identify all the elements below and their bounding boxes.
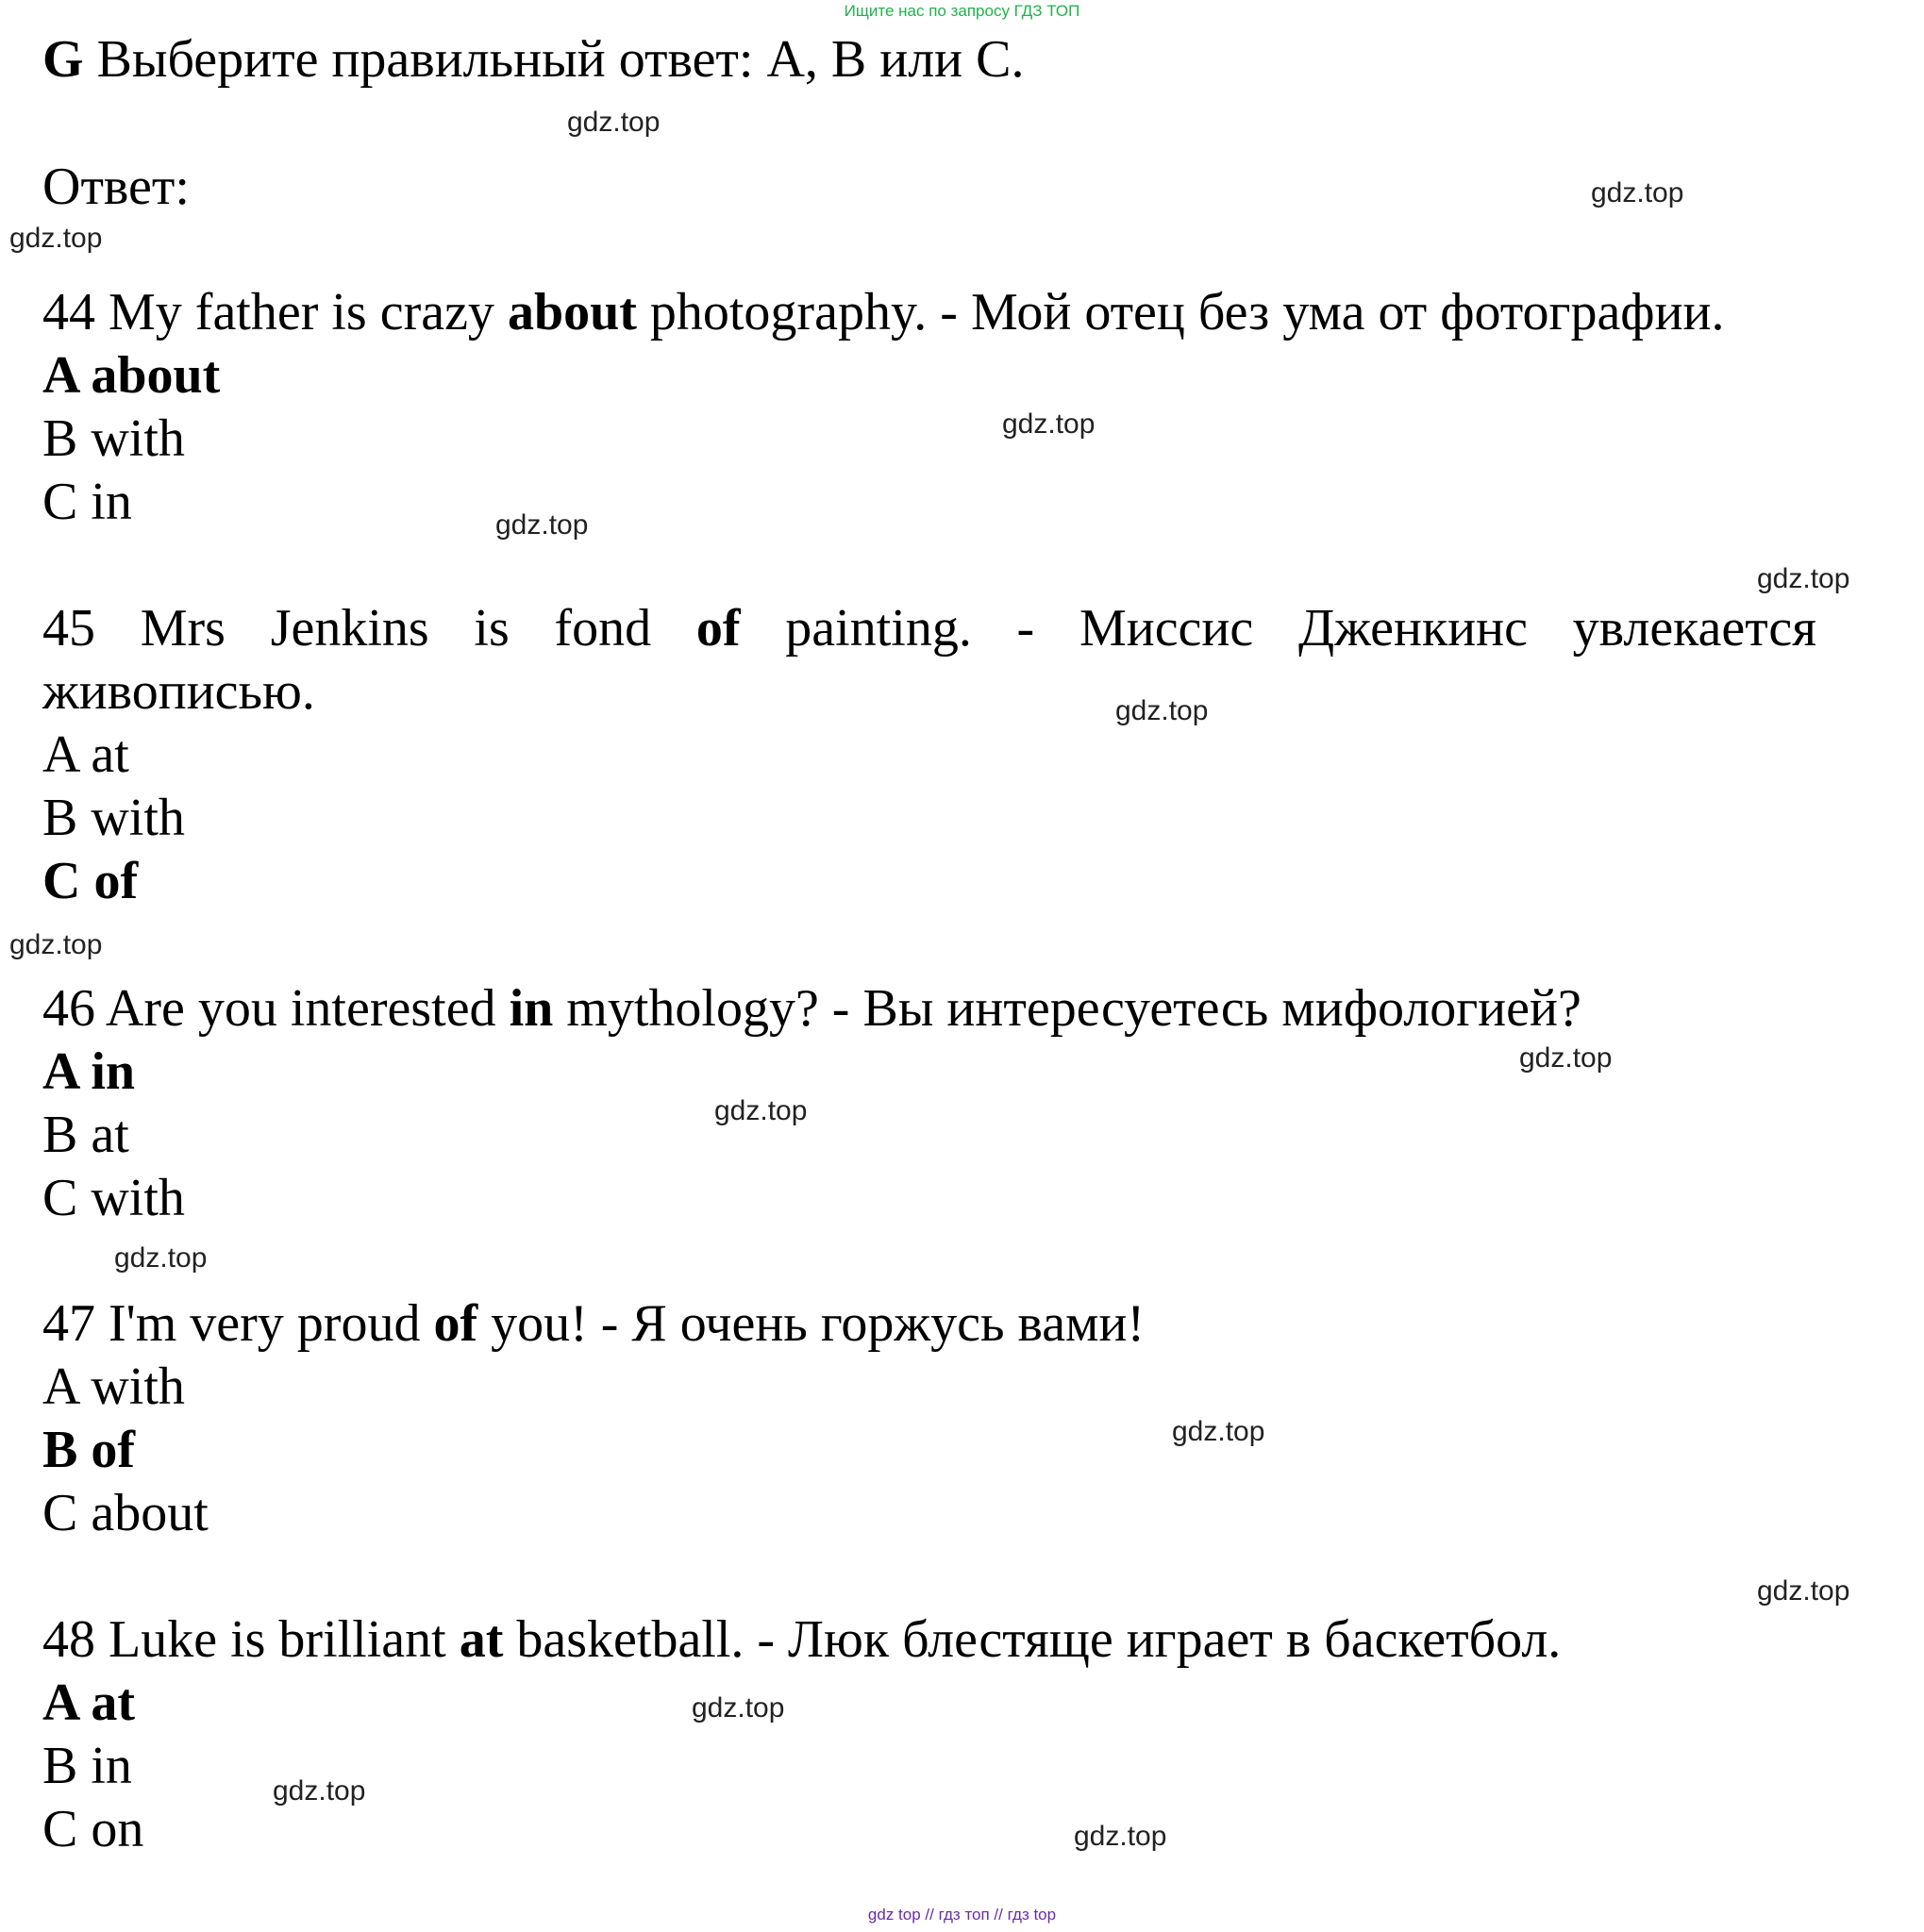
question-number: 46 [42,979,95,1038]
watermark: gdz.top [692,1692,785,1724]
watermark: gdz.top [9,929,103,960]
option-text: C of [42,852,139,910]
question-number: 48 [42,1610,95,1669]
question-44 [42,281,1725,343]
question-answer-word: of [433,1294,478,1353]
option-48-c: C on [42,1800,144,1858]
watermark: gdz.top [567,107,661,138]
question-45 [42,597,1816,659]
top-promo-banner: Ищите нас по запросу ГДЗ ТОП [844,2,1080,20]
task-instruction: Выберите правильный ответ: A, B или C. [96,30,1025,89]
bottom-promo-footer: gdz top // гдз топ // гдз top [867,1906,1057,1924]
question-45-continuation: живописью. [42,662,315,721]
question-46 [42,977,1581,1040]
watermark: gdz.top [1115,695,1209,726]
option-47-c: C about [42,1484,209,1542]
option-44-b: B with [42,409,185,468]
watermark: gdz.top [1519,1042,1613,1074]
option-46-b: B at [42,1106,129,1164]
watermark: gdz.top [495,509,589,541]
option-46-a [42,1041,135,1103]
question-number: 47 [42,1294,95,1353]
watermark: gdz.top [714,1095,808,1126]
option-text: A at [42,1674,135,1732]
question-text-after: painting. - Миссис Дженкинс увлекается [785,599,1817,658]
watermark: gdz.top [1074,1821,1167,1852]
option-47-a: A with [42,1357,185,1416]
task-heading [42,28,1025,91]
question-number: 44 [42,283,95,341]
question-text-before: I'm very proud [109,1294,421,1353]
question-text-after: you! - Я очень горжусь вами! [491,1294,1146,1353]
option-48-b: B in [42,1737,132,1795]
task-letter: G [42,30,84,89]
option-45-c [42,850,138,912]
watermark: gdz.top [1172,1416,1265,1447]
watermark: gdz.top [114,1242,208,1274]
question-text-before: Luke is brilliant [109,1610,446,1669]
question-47 [42,1292,1145,1355]
question-text-before: Are you interested [105,979,496,1038]
question-48 [42,1608,1561,1671]
watermark: gdz.top [273,1775,366,1807]
option-48-a [42,1672,135,1734]
question-text-after: mythology? - Вы интересуетесь мифологией? [566,979,1581,1038]
option-45-a: A at [42,725,129,784]
option-text: A in [42,1042,136,1101]
watermark: gdz.top [1591,177,1684,208]
question-answer-word: of [695,599,741,658]
option-44-a [42,344,220,407]
question-text-after: basketball. - Люк блестяще играет в баскетбол. [516,1610,1562,1669]
answer-label: Ответ: [42,158,190,216]
question-text-before: My father is crazy [109,283,494,341]
watermark: gdz.top [9,223,103,254]
option-text: A about [42,346,221,405]
option-45-b: B with [42,789,185,847]
option-44-c: C in [42,473,132,531]
option-47-b [42,1419,135,1481]
question-text-after: photography. - Мой отец без ума от фотографии. [649,283,1725,341]
watermark: gdz.top [1002,408,1096,440]
watermark: gdz.top [1757,563,1850,594]
question-answer-word: at [459,1610,504,1669]
question-answer-word: about [507,283,637,341]
question-text-before: Mrs Jenkins is fond [140,599,652,658]
option-46-c: C with [42,1169,185,1227]
watermark: gdz.top [1757,1575,1850,1607]
option-text: B of [42,1421,135,1479]
question-number: 45 [42,599,95,658]
question-answer-word: in [509,979,554,1038]
